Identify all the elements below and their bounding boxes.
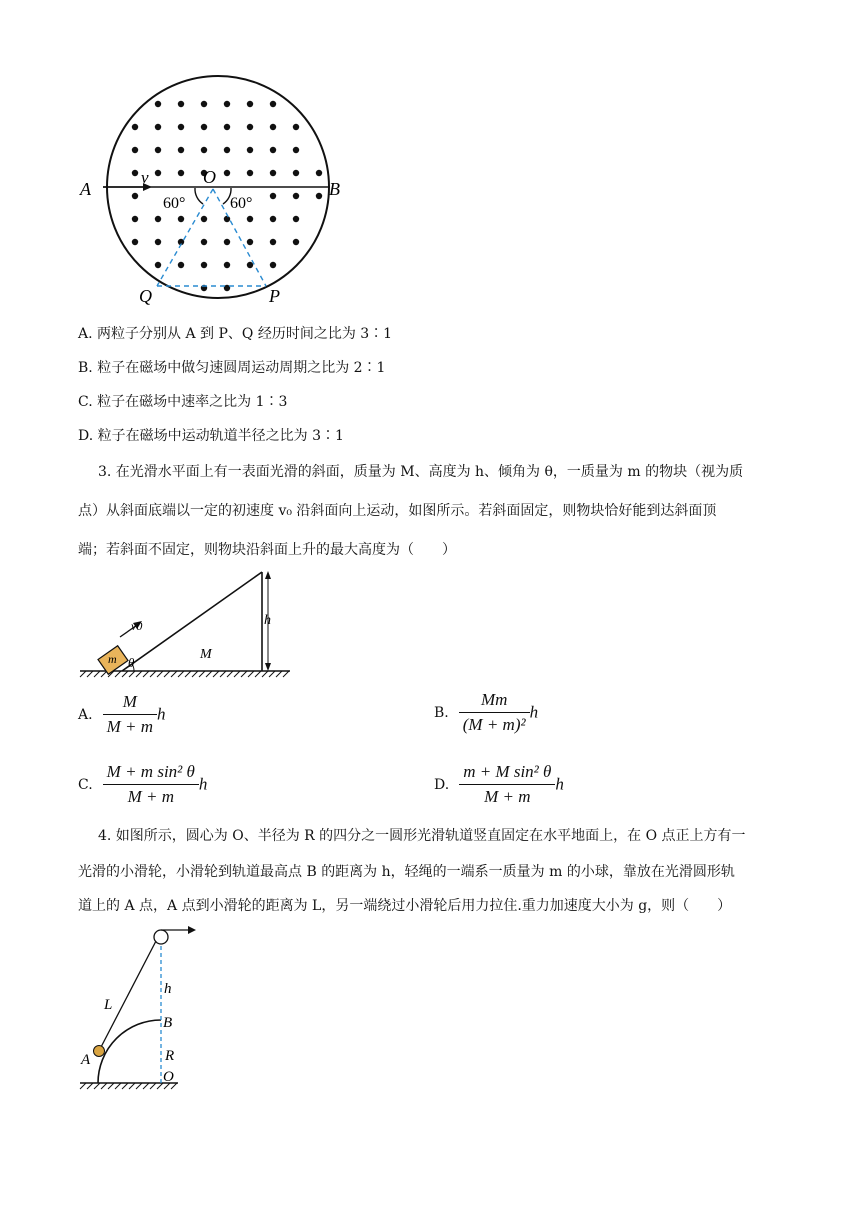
field-dot [270, 239, 276, 245]
hatch-mark [101, 1083, 107, 1089]
field-dot [293, 216, 299, 222]
field-dot [132, 193, 138, 199]
hatch-mark [129, 671, 135, 677]
option-b-denominator: (M + m)² [462, 715, 526, 734]
hatch-mark [276, 671, 282, 677]
hatch-mark [255, 671, 261, 677]
hatch-mark [122, 1083, 128, 1089]
field-dot [224, 124, 230, 130]
field-dot [270, 147, 276, 153]
hatch-mark [115, 671, 121, 677]
q3-stem-line2: 点）从斜面底端以一定的初速度 v₀ 沿斜面向上运动，如图所示。若斜面固定，则物块恰好能到达斜面顶 [78, 503, 717, 519]
magnetic-field-figure [70, 70, 360, 310]
field-dot [270, 124, 276, 130]
label-M: M [200, 647, 212, 662]
field-dot [247, 170, 253, 176]
field-dot [201, 124, 207, 130]
label-P: P [269, 286, 280, 306]
field-dot [270, 262, 276, 268]
hatch-mark [171, 671, 177, 677]
hatch-mark [94, 671, 100, 677]
angle-right-label: 60° [230, 195, 253, 212]
label-v: v [141, 168, 149, 187]
hatch-mark [227, 671, 233, 677]
hatch-mark [108, 1083, 114, 1089]
field-dot [201, 147, 207, 153]
field-dot [293, 193, 299, 199]
field-dot [155, 170, 161, 176]
field-dot [132, 216, 138, 222]
hatch-mark [80, 671, 86, 677]
field-dot [247, 147, 253, 153]
angle-left-label: 60° [163, 195, 186, 212]
field-dot [293, 147, 299, 153]
field-dot [270, 216, 276, 222]
field-dots [132, 101, 322, 291]
hatch-mark [199, 671, 205, 677]
hatch-mark [157, 671, 163, 677]
label-A: A [80, 179, 91, 199]
option-c-denominator: M + m [127, 787, 174, 806]
field-dot [155, 124, 161, 130]
label-B: B [329, 179, 340, 199]
hatch-mark [136, 1083, 142, 1089]
field-dot [270, 193, 276, 199]
label-A: A [81, 1052, 91, 1068]
q3-stem-line1: 3. 在光滑水平面上有一表面光滑的斜面，质量为 M、高度为 h、倾角为 θ，一质量为 m 的物块（视为质 [98, 464, 744, 480]
hatch-mark [80, 1083, 86, 1089]
q3-stem-line3: 端；若斜面不固定，则物块沿斜面上升的最大高度为（ ） [78, 542, 456, 558]
q3-option-d: D. $\frac{\text{m + M sin² θ}}{M + m}$ h [434, 762, 564, 806]
block-label-m: m [108, 652, 117, 666]
hatch-mark [143, 671, 149, 677]
hatch-mark [87, 671, 93, 677]
field-dot [201, 101, 207, 107]
option-a-denominator: M + m [106, 717, 153, 736]
hatch-mark [269, 671, 275, 677]
hatch-mark [87, 1083, 93, 1089]
field-dot [132, 147, 138, 153]
field-dot [178, 262, 184, 268]
hatch-mark [150, 671, 156, 677]
hatch-mark [241, 671, 247, 677]
field-dot [293, 124, 299, 130]
label-theta: θ [128, 655, 135, 670]
label-B: B [163, 1015, 173, 1031]
hatch-mark [164, 671, 170, 677]
field-dot [247, 124, 253, 130]
label-O: O [163, 1069, 174, 1085]
field-dot [293, 239, 299, 245]
field-dot [155, 262, 161, 268]
option-d-denominator: M + m [484, 787, 531, 806]
field-dot [293, 170, 299, 176]
q2-option-a: A. 两粒子分别从 A 到 P、Q 经历时间之比为 3∶1 [78, 326, 393, 342]
field-dot [224, 239, 230, 245]
field-dot [224, 170, 230, 176]
hatch-mark [206, 671, 212, 677]
field-dot [155, 147, 161, 153]
hatch-mark [94, 1083, 100, 1089]
field-dot [270, 170, 276, 176]
field-dot [224, 147, 230, 153]
incline-figure [76, 566, 296, 680]
field-dot [178, 147, 184, 153]
field-dot [155, 239, 161, 245]
label-R: R [165, 1048, 175, 1064]
hatch-mark [129, 1083, 135, 1089]
hatch-mark [213, 671, 219, 677]
field-dot [132, 170, 138, 176]
field-dot [178, 124, 184, 130]
field-dot [224, 216, 230, 222]
field-dot [247, 262, 253, 268]
field-dot [316, 170, 322, 176]
q2-option-d: D. 粒子在磁场中运动轨道半径之比为 3∶1 [78, 428, 344, 444]
hatch-mark [220, 671, 226, 677]
hatch-mark [185, 671, 191, 677]
option-b-numerator: Mm [459, 690, 530, 713]
label-O: O [203, 167, 216, 187]
q3-option-c: C. $\frac{\text{M + m sin² θ}}{M + m}$ h [78, 762, 208, 806]
hatch-mark [150, 1083, 156, 1089]
field-dot [178, 170, 184, 176]
q4-stem-line3: 道上的 A 点，A 点到小滑轮的距离为 L，另一端绕过小滑轮后用力拉住.重力加速度大小为 g，则（ ） [78, 898, 732, 914]
hatch-mark [283, 671, 289, 677]
q4-stem-line2: 光滑的小滑轮，小滑轮到轨道最高点 B 的距离为 h，轻绳的一端系一质量为 m 的小球，靠放在光滑圆形轨 [78, 864, 735, 880]
field-dot [178, 101, 184, 107]
hatch-mark [248, 671, 254, 677]
label-v0: v0 [131, 619, 143, 633]
field-dot [155, 101, 161, 107]
field-dot [178, 216, 184, 222]
pulley-figure [76, 925, 206, 1095]
q2-option-c: C. 粒子在磁场中速率之比为 1∶3 [78, 394, 288, 410]
q3-option-b: B. $\frac{Mm}{\text{(M + m)²}}$ h [434, 690, 539, 734]
field-dot [201, 262, 207, 268]
field-dot [247, 101, 253, 107]
hatch-mark [136, 671, 142, 677]
label-h: h [264, 613, 271, 628]
field-dot [224, 101, 230, 107]
hatch-mark [178, 671, 184, 677]
hatch-mark [262, 671, 268, 677]
field-dot [270, 101, 276, 107]
field-dot [132, 239, 138, 245]
hatch-mark [234, 671, 240, 677]
label-L: L [104, 997, 113, 1013]
q4-stem-line1: 4. 如图所示，圆心为 O、半径为 R 的四分之一圆形光滑轨道竖直固定在水平地面上，在 O 点正上方有一 [98, 828, 746, 844]
field-dot [155, 216, 161, 222]
field-dot [201, 239, 207, 245]
option-d-numerator: m + M sin² θ [459, 762, 555, 785]
field-dot [201, 216, 207, 222]
q2-option-b: B. 粒子在磁场中做匀速圆周运动周期之比为 2∶1 [78, 360, 386, 376]
label-Q: Q [139, 286, 152, 306]
hatch-mark [115, 1083, 121, 1089]
label-h: h [164, 981, 172, 997]
field-dot [316, 193, 322, 199]
field-dot [224, 262, 230, 268]
q3-option-a: A. $\frac{M}{M + m}$ h [78, 692, 166, 736]
field-dot [247, 216, 253, 222]
option-a-numerator: M [103, 692, 157, 715]
hatch-mark [122, 671, 128, 677]
field-dot [247, 239, 253, 245]
hatch-mark [192, 671, 198, 677]
hatch-mark [143, 1083, 149, 1089]
field-dot [132, 124, 138, 130]
option-c-numerator: M + m sin² θ [103, 762, 199, 785]
